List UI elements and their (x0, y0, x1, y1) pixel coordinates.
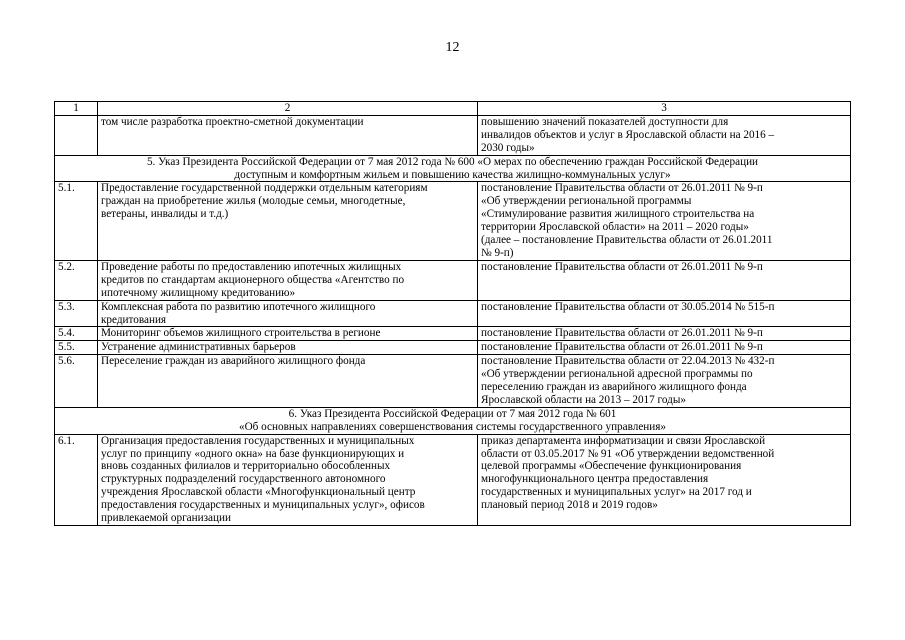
measure-description: Мониторинг объемов жилищного строительства в регионе (98, 327, 478, 341)
page-number: 12 (445, 40, 460, 55)
legal-act-reference: постановление Правительства области от 26.01.2011 № 9-п (478, 341, 851, 355)
section-header-row (55, 155, 851, 182)
table-row (55, 434, 851, 525)
legal-act-reference: постановление Правительства области от 22.04.2013 № 432-п «Об утверждении региональной адресной программы по переселению граждан из аварийного жилищного фонда Ярославской области на 2013 – 2017 годы» (478, 355, 851, 408)
measure-description: Комплексная работа по развитию ипотечного жилищного кредитования (98, 300, 478, 327)
header-row (55, 102, 851, 116)
document-table (54, 101, 851, 526)
legal-act-reference: постановление Правительства области от 26.01.2011 № 9-п (478, 260, 851, 300)
item-number: 5.2. (55, 260, 98, 300)
section-title: 6. Указ Президента Российской Федерации от 7 мая 2012 года № 601 «Об основных направлениях совершенствования системы государственного управления» (55, 407, 851, 434)
item-number: 6.1. (55, 434, 98, 525)
measure-description: Переселение граждан из аварийного жилищного фонда (98, 355, 478, 408)
measure-description: Устранение административных барьеров (98, 341, 478, 355)
measure-description: том числе разработка проектно-сметной документации (98, 115, 478, 155)
measure-description: Организация предоставления государственных и муниципальных услуг по принципу «одного окна» на базе функционирующих и вновь созданных филиалов и территориально обособленных структурных подразделений государственного автономного учреждения Ярославской области «Многофункциональный центр предоставления государственных и муниципальных услуг», офисов привлекаемой организации (98, 434, 478, 525)
header-cell-2: 2 (98, 102, 478, 116)
item-number: 5.6. (55, 355, 98, 408)
measure-description: Предоставление государственной поддержки отдельным категориям граждан на приобретение жилья (молодые семьи, многодетные, ветераны, инвалиды и т.д.) (98, 182, 478, 260)
item-number: 5.5. (55, 341, 98, 355)
table-row (55, 355, 851, 408)
header-cell-3: 3 (478, 102, 851, 116)
table-row (55, 300, 851, 327)
table-row (55, 341, 851, 355)
header-cell-1: 1 (55, 102, 98, 116)
legal-act-reference: постановление Правительства области от 26.01.2011 № 9-п (478, 327, 851, 341)
item-number: 5.4. (55, 327, 98, 341)
legal-act-reference: постановление Правительства области от 30.05.2014 № 515-п (478, 300, 851, 327)
legal-act-reference: приказ департамента информатизации и связи Ярославской области от 03.05.2017 № 91 «Об утверждении ведомственной целевой программы «Обеспечение функционирования многофункционального центра предоставления государственных и муниципальных услуг» на 2017 год и плановый период 2018 и 2019 годов» (478, 434, 851, 525)
legal-act-reference: постановление Правительства области от 26.01.2011 № 9-п «Об утверждении региональной программы «Стимулирование развития жилищного строительства на территории Ярославской области» на 2011 – 2020 годы» (далее – постановление Правительства области от 26.01.2011 № 9-п) (478, 182, 851, 260)
table-body (55, 102, 851, 526)
table-row (55, 260, 851, 300)
table-row (55, 182, 851, 260)
item-number: 5.1. (55, 182, 98, 260)
table-row (55, 327, 851, 341)
item-number: 5.3. (55, 300, 98, 327)
continuation-row (55, 115, 851, 155)
measure-description: Проведение работы по предоставлению ипотечных жилищных кредитов по стандартам акционерного общества «Агентство по ипотечному жилищному кредитованию» (98, 260, 478, 300)
section-title: 5. Указ Президента Российской Федерации от 7 мая 2012 года № 600 «О мерах по обеспечению граждан Российской Федерации доступным и комфортным жильем и повышению качества жилищно-коммунальных услуг» (55, 155, 851, 182)
legal-act-reference: повышению значений показателей доступности для инвалидов объектов и услуг в Ярославской области на 2016 – 2030 годы» (478, 115, 851, 155)
section-header-row (55, 407, 851, 434)
item-number (55, 115, 98, 155)
